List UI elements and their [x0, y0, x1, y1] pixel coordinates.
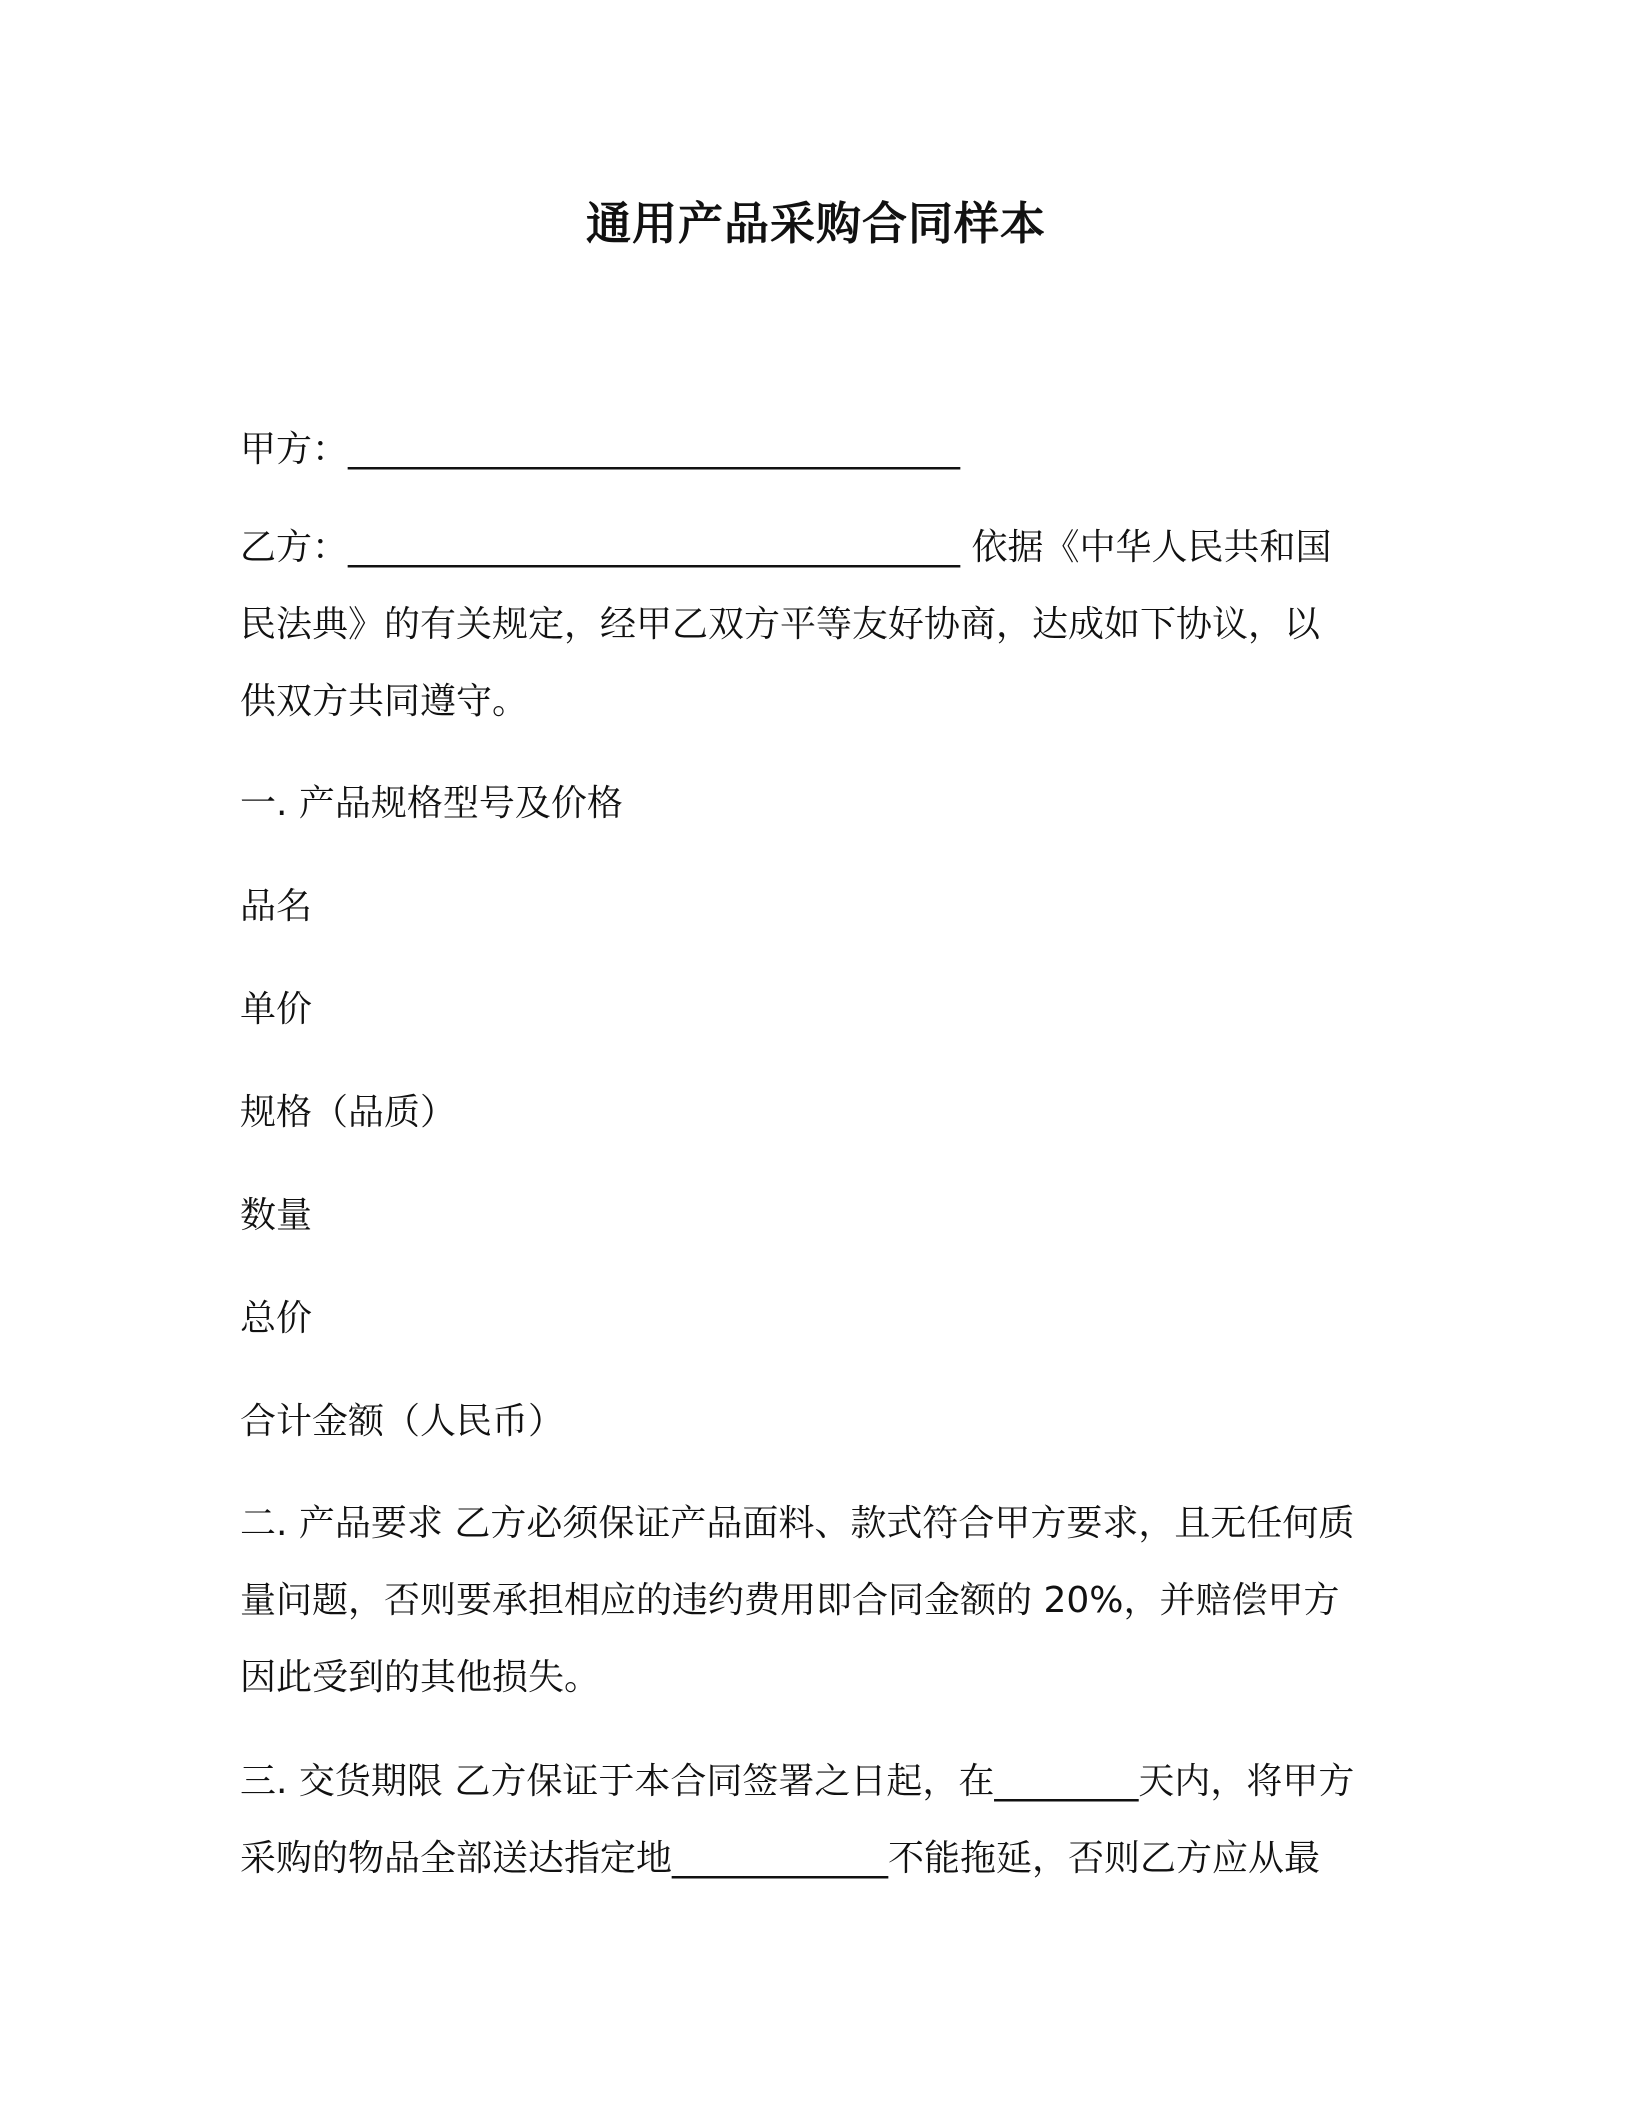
party-b-line: 乙方：__________________________________ 依据《中华人民共和国 [240, 527, 1332, 568]
spec-item: 数量 [240, 1195, 313, 1236]
section-paragraph-line: 采购的物品全部送达指定地____________不能拖延，否则乙方应从最 [240, 1838, 1321, 1879]
party-a-line: 甲方：__________________________________ [240, 429, 961, 470]
spec-item: 单价 [240, 989, 313, 1030]
spec-item: 品名 [240, 886, 313, 927]
section-paragraph-line: 量问题，否则要承担相应的违约费用即合同金额的 20%，并赔偿甲方 [240, 1580, 1340, 1621]
spec-item: 总价 [240, 1298, 313, 1339]
spec-item: 合计金额（人民币） [240, 1401, 565, 1442]
section-paragraph-line: 二. 产品要求 乙方必须保证产品面料、款式符合甲方要求，且无任何质 [240, 1503, 1355, 1544]
section-heading: 一. 产品规格型号及价格 [240, 783, 623, 824]
preamble-line: 供双方共同遵守。 [240, 681, 529, 722]
section-paragraph-line: 因此受到的其他损失。 [240, 1657, 601, 1698]
section-paragraph-line: 三. 交货期限 乙方保证于本合同签署之日起，在________天内，将甲方 [240, 1761, 1355, 1802]
spec-item: 规格（品质） [240, 1092, 457, 1133]
preamble-line: 民法典》的有关规定，经甲乙双方平等友好协商，达成如下协议，以 [240, 604, 1321, 645]
document-title: 通用产品采购合同样本 [585, 197, 1046, 250]
